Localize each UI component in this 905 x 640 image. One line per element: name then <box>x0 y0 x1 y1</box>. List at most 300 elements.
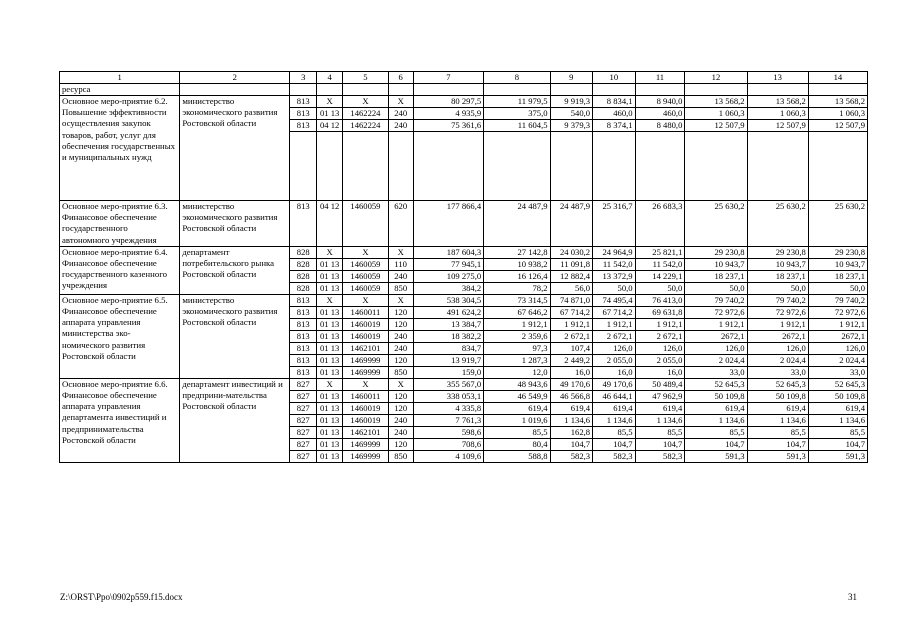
data-cell: 01 13 <box>317 366 343 378</box>
data-cell: 491 624,2 <box>413 306 484 318</box>
data-cell: 2 055,0 <box>593 354 636 366</box>
data-cell: 850 <box>388 366 413 378</box>
data-cell: 12 507,9 <box>808 120 867 132</box>
empty-cell <box>317 84 343 96</box>
data-cell: 85,5 <box>484 426 550 438</box>
data-cell: 25 630,2 <box>685 201 747 247</box>
data-cell: 1460059 <box>343 282 389 294</box>
data-cell: 97,3 <box>484 342 550 354</box>
empty-cell <box>413 84 484 96</box>
data-cell: 355 567,0 <box>413 378 484 390</box>
column-number: 3 <box>290 72 317 84</box>
data-cell: 240 <box>388 270 413 282</box>
data-cell: 1 287,3 <box>484 354 550 366</box>
data-cell: 01 13 <box>317 450 343 462</box>
empty-cell <box>343 132 389 201</box>
data-cell: 827 <box>290 402 317 414</box>
data-cell: 01 13 <box>317 402 343 414</box>
data-cell: 33,0 <box>685 366 747 378</box>
budget-table <box>59 71 868 463</box>
data-cell: 591,3 <box>747 450 808 462</box>
data-cell: 18 237,1 <box>685 270 747 282</box>
empty-cell <box>343 84 389 96</box>
data-cell: 619,4 <box>808 402 867 414</box>
column-number: 14 <box>808 72 867 84</box>
data-cell: 8 940,0 <box>635 96 685 108</box>
empty-cell <box>635 84 685 96</box>
data-cell: 104,7 <box>685 438 747 450</box>
data-cell: 1 912,1 <box>685 318 747 330</box>
data-cell: 01 13 <box>317 318 343 330</box>
data-cell: 813 <box>290 108 317 120</box>
data-cell: 588,8 <box>484 450 550 462</box>
page-number: 31 <box>848 592 857 602</box>
data-cell: 126,0 <box>747 342 808 354</box>
data-cell: 1460059 <box>343 258 389 270</box>
data-cell: Х <box>388 96 413 108</box>
data-cell: 850 <box>388 282 413 294</box>
data-cell: 177 866,4 <box>413 201 484 247</box>
data-cell: 619,4 <box>484 402 550 414</box>
data-cell: 16,0 <box>635 366 685 378</box>
column-number: 9 <box>550 72 593 84</box>
data-cell: 14 229,1 <box>635 270 685 282</box>
data-cell: 827 <box>290 426 317 438</box>
data-cell: 67 714,2 <box>550 306 593 318</box>
table-row <box>60 96 868 108</box>
continuation-row <box>60 84 868 96</box>
data-cell: 9 919,3 <box>550 96 593 108</box>
data-cell: 10 943,7 <box>808 258 867 270</box>
measure-title: Основное меро-приятие 6.5. Финансовое обеспечение аппарата управления министерства эко-номического развития Ростовской области <box>60 294 180 378</box>
data-cell: 8 480,0 <box>635 120 685 132</box>
measure-title: Основное меро-приятие 6.3. Финансовое обеспечение государственного автономного учреждения <box>60 201 180 247</box>
data-cell: 50,0 <box>635 282 685 294</box>
data-cell: 619,4 <box>747 402 808 414</box>
data-cell: Х <box>343 378 389 390</box>
measure-title: Основное меро-приятие 6.6. Финансовое обеспечение аппарата управления департамента инвестиций и предпринимательства Ростовской области <box>60 378 180 462</box>
data-cell: 79 740,2 <box>747 294 808 306</box>
data-cell: 162,8 <box>550 426 593 438</box>
data-cell: 73 314,5 <box>484 294 550 306</box>
column-number: 12 <box>685 72 747 84</box>
data-cell: 126,0 <box>593 342 636 354</box>
data-cell: 591,3 <box>685 450 747 462</box>
data-cell: 619,4 <box>550 402 593 414</box>
table-row <box>60 378 868 390</box>
data-cell: 10 938,2 <box>484 258 550 270</box>
empty-cell <box>747 84 808 96</box>
data-cell: 126,0 <box>808 342 867 354</box>
data-cell: 24 964,9 <box>593 246 636 258</box>
data-cell: 1460019 <box>343 318 389 330</box>
data-cell: 1469999 <box>343 450 389 462</box>
data-cell: 33,0 <box>747 366 808 378</box>
data-cell: 582,3 <box>635 450 685 462</box>
data-cell: 75 361,6 <box>413 120 484 132</box>
data-cell: 120 <box>388 354 413 366</box>
data-cell: 8 374,1 <box>593 120 636 132</box>
empty-cell <box>413 132 484 201</box>
data-cell: 46 644,1 <box>593 390 636 402</box>
data-cell: 1 912,1 <box>550 318 593 330</box>
data-cell: 25 316,7 <box>593 201 636 247</box>
data-cell: 01 13 <box>317 108 343 120</box>
empty-cell <box>290 84 317 96</box>
data-cell: 104,7 <box>747 438 808 450</box>
empty-cell <box>180 84 290 96</box>
data-cell: 1 912,1 <box>593 318 636 330</box>
data-cell: 79 740,2 <box>808 294 867 306</box>
data-cell: 47 962,9 <box>635 390 685 402</box>
data-cell: 2672,1 <box>685 330 747 342</box>
data-cell: 827 <box>290 438 317 450</box>
data-cell: 1460019 <box>343 414 389 426</box>
data-cell: 619,4 <box>685 402 747 414</box>
measure-title: Основное меро-приятие 6.2. Повышение эффективности осуществления закупок товаров, работ, услуг для обеспечения государственных и муниципальных нужд <box>60 96 180 201</box>
data-cell: 78,2 <box>484 282 550 294</box>
data-cell: 01 13 <box>317 438 343 450</box>
data-cell: 4 935,9 <box>413 108 484 120</box>
data-cell: 813 <box>290 120 317 132</box>
empty-cell <box>635 132 685 201</box>
data-cell: 109 275,0 <box>413 270 484 282</box>
empty-cell <box>550 132 593 201</box>
data-cell: 240 <box>388 414 413 426</box>
empty-cell <box>685 84 747 96</box>
empty-cell <box>747 132 808 201</box>
data-cell: 13 568,2 <box>808 96 867 108</box>
footer-file-path: Z:\ORST\Ppo\0902p559.f15.docx <box>60 592 183 602</box>
data-cell: 13 568,2 <box>747 96 808 108</box>
data-cell: 850 <box>388 450 413 462</box>
data-cell: 2 024,4 <box>808 354 867 366</box>
data-cell: 49 170,6 <box>550 378 593 390</box>
data-cell: 620 <box>388 201 413 247</box>
data-cell: 1 060,3 <box>685 108 747 120</box>
data-cell: 76 413,0 <box>635 294 685 306</box>
data-cell: 240 <box>388 330 413 342</box>
data-cell: 1 134,6 <box>808 414 867 426</box>
data-cell: 29 230,8 <box>685 246 747 258</box>
empty-cell <box>388 84 413 96</box>
data-cell: 12 882,4 <box>550 270 593 282</box>
data-cell: 1 912,1 <box>484 318 550 330</box>
empty-cell <box>290 132 317 201</box>
data-cell: 104,7 <box>808 438 867 450</box>
data-cell: 338 053,1 <box>413 390 484 402</box>
data-cell: 2 672,1 <box>593 330 636 342</box>
header-row <box>60 72 868 84</box>
data-cell: 1462224 <box>343 108 389 120</box>
data-cell: 9 379,3 <box>550 120 593 132</box>
data-cell: 11 979,5 <box>484 96 550 108</box>
data-cell: 813 <box>290 294 317 306</box>
data-cell: 240 <box>388 426 413 438</box>
executor-name: министерство экономического развития Ростовской области <box>180 96 290 201</box>
data-cell: 52 645,3 <box>685 378 747 390</box>
executor-name: департамент инвестиций и предприни-мательства Ростовской области <box>180 378 290 462</box>
data-cell: 56,0 <box>550 282 593 294</box>
data-cell: 50,0 <box>593 282 636 294</box>
data-cell: 107,4 <box>550 342 593 354</box>
data-cell: 46 549,9 <box>484 390 550 402</box>
data-cell: 1469999 <box>343 438 389 450</box>
column-number: 2 <box>180 72 290 84</box>
data-cell: 10 943,7 <box>685 258 747 270</box>
data-cell: Х <box>317 378 343 390</box>
data-cell: 1460059 <box>343 270 389 282</box>
empty-cell <box>550 84 593 96</box>
data-cell: 120 <box>388 402 413 414</box>
data-cell: 4 335,8 <box>413 402 484 414</box>
executor-name: департамент потребительского рынка Ростовской области <box>180 246 290 294</box>
data-cell: 69 631,8 <box>635 306 685 318</box>
data-cell: 12 507,9 <box>685 120 747 132</box>
data-cell: 01 13 <box>317 306 343 318</box>
data-cell: 04 12 <box>317 120 343 132</box>
data-cell: 11 604,5 <box>484 120 550 132</box>
data-cell: 120 <box>388 390 413 402</box>
data-cell: Х <box>388 378 413 390</box>
data-cell: 1460059 <box>343 201 389 247</box>
data-cell: 27 142,8 <box>484 246 550 258</box>
data-cell: 67 646,2 <box>484 306 550 318</box>
data-cell: 49 170,6 <box>593 378 636 390</box>
data-cell: 240 <box>388 342 413 354</box>
data-cell: 74 495,4 <box>593 294 636 306</box>
data-cell: Х <box>343 96 389 108</box>
data-cell: 2672,1 <box>808 330 867 342</box>
data-cell: 25 630,2 <box>747 201 808 247</box>
data-cell: 18 382,2 <box>413 330 484 342</box>
data-cell: 25 821,1 <box>635 246 685 258</box>
data-cell: 110 <box>388 258 413 270</box>
data-cell: 85,5 <box>808 426 867 438</box>
data-cell: 1460011 <box>343 306 389 318</box>
data-cell: 01 13 <box>317 354 343 366</box>
data-cell: 828 <box>290 270 317 282</box>
empty-cell <box>388 132 413 201</box>
data-cell: 25 630,2 <box>808 201 867 247</box>
data-cell: 813 <box>290 330 317 342</box>
data-cell: 813 <box>290 354 317 366</box>
column-number: 11 <box>635 72 685 84</box>
data-cell: 2672,1 <box>747 330 808 342</box>
column-number: 5 <box>343 72 389 84</box>
data-cell: 50 489,4 <box>635 378 685 390</box>
data-cell: 1462101 <box>343 342 389 354</box>
data-cell: 13 568,2 <box>685 96 747 108</box>
data-cell: 33,0 <box>808 366 867 378</box>
executor-name: министерство экономического развития Ростовской области <box>180 201 290 247</box>
data-cell: 828 <box>290 282 317 294</box>
empty-cell <box>808 84 867 96</box>
column-number: 7 <box>413 72 484 84</box>
data-cell: 50 109,8 <box>747 390 808 402</box>
data-cell: 813 <box>290 306 317 318</box>
data-cell: 827 <box>290 450 317 462</box>
data-cell: 50,0 <box>685 282 747 294</box>
data-cell: 29 230,8 <box>747 246 808 258</box>
data-cell: 1460019 <box>343 330 389 342</box>
data-cell: 1 060,3 <box>808 108 867 120</box>
data-cell: 120 <box>388 438 413 450</box>
empty-cell <box>484 84 550 96</box>
data-cell: Х <box>343 294 389 306</box>
data-cell: 384,2 <box>413 282 484 294</box>
data-cell: 2 359,6 <box>484 330 550 342</box>
data-cell: 1 060,3 <box>747 108 808 120</box>
empty-cell <box>593 132 636 201</box>
data-cell: 1 134,6 <box>550 414 593 426</box>
data-cell: Х <box>317 294 343 306</box>
data-cell: 79 740,2 <box>685 294 747 306</box>
data-cell: 74 871,0 <box>550 294 593 306</box>
data-cell: 582,3 <box>593 450 636 462</box>
data-cell: 104,7 <box>550 438 593 450</box>
data-cell: 538 304,5 <box>413 294 484 306</box>
data-cell: 187 604,3 <box>413 246 484 258</box>
data-cell: 12 507,9 <box>747 120 808 132</box>
data-cell: 24 487,9 <box>484 201 550 247</box>
data-cell: 12,0 <box>484 366 550 378</box>
data-cell: 01 13 <box>317 390 343 402</box>
data-cell: 240 <box>388 120 413 132</box>
data-cell: 16 126,4 <box>484 270 550 282</box>
data-cell: 813 <box>290 201 317 247</box>
data-cell: 1 912,1 <box>635 318 685 330</box>
data-cell: 1469999 <box>343 366 389 378</box>
data-cell: 4 109,6 <box>413 450 484 462</box>
data-cell: Х <box>388 246 413 258</box>
data-cell: 7 761,3 <box>413 414 484 426</box>
data-cell: 46 566,8 <box>550 390 593 402</box>
data-cell: 1 134,6 <box>685 414 747 426</box>
data-cell: 375,0 <box>484 108 550 120</box>
data-cell: 460,0 <box>593 108 636 120</box>
data-cell: 2 024,4 <box>747 354 808 366</box>
data-cell: Х <box>317 246 343 258</box>
table-row <box>60 201 868 247</box>
data-cell: 1460011 <box>343 390 389 402</box>
empty-cell <box>317 132 343 201</box>
data-cell: 11 091,8 <box>550 258 593 270</box>
data-cell: 120 <box>388 318 413 330</box>
data-cell: 591,3 <box>808 450 867 462</box>
data-cell: 828 <box>290 258 317 270</box>
data-cell: 24 030,2 <box>550 246 593 258</box>
empty-cell <box>808 132 867 201</box>
data-cell: 619,4 <box>635 402 685 414</box>
empty-cell <box>593 84 636 96</box>
data-cell: 85,5 <box>635 426 685 438</box>
data-cell: 13 372,9 <box>593 270 636 282</box>
table-row <box>60 246 868 258</box>
data-cell: 813 <box>290 342 317 354</box>
data-cell: 126,0 <box>685 342 747 354</box>
data-cell: 104,7 <box>635 438 685 450</box>
data-cell: 85,5 <box>593 426 636 438</box>
data-cell: 813 <box>290 318 317 330</box>
data-cell: 813 <box>290 366 317 378</box>
data-cell: 77 945,1 <box>413 258 484 270</box>
data-cell: 50,0 <box>747 282 808 294</box>
data-cell: 01 13 <box>317 426 343 438</box>
data-cell: 10 943,7 <box>747 258 808 270</box>
data-cell: 159,0 <box>413 366 484 378</box>
data-cell: 48 943,6 <box>484 378 550 390</box>
data-cell: 834,7 <box>413 342 484 354</box>
data-cell: 26 683,3 <box>635 201 685 247</box>
column-number: 13 <box>747 72 808 84</box>
measure-title: Основное меро-приятие 6.4. Финансовое обеспечение государственного казенного учреждения <box>60 246 180 294</box>
table-body <box>60 72 868 463</box>
data-cell: Х <box>388 294 413 306</box>
data-cell: 827 <box>290 414 317 426</box>
empty-cell <box>484 132 550 201</box>
data-cell: 50 109,8 <box>685 390 747 402</box>
data-cell: 52 645,3 <box>808 378 867 390</box>
empty-cell <box>685 132 747 201</box>
data-cell: 126,0 <box>635 342 685 354</box>
data-cell: 80,4 <box>484 438 550 450</box>
data-cell: 72 972,6 <box>685 306 747 318</box>
data-cell: 827 <box>290 378 317 390</box>
data-cell: 1462224 <box>343 120 389 132</box>
column-number: 1 <box>60 72 180 84</box>
data-cell: 1 134,6 <box>635 414 685 426</box>
data-cell: Х <box>343 246 389 258</box>
column-number: 10 <box>593 72 636 84</box>
data-cell: 708,6 <box>413 438 484 450</box>
data-cell: 52 645,3 <box>747 378 808 390</box>
continuation-text: ресурса <box>60 84 180 96</box>
table-row <box>60 294 868 306</box>
data-cell: 01 13 <box>317 330 343 342</box>
data-cell: 50 109,8 <box>808 390 867 402</box>
data-cell: 1460019 <box>343 402 389 414</box>
data-cell: 1 019,6 <box>484 414 550 426</box>
column-number: 8 <box>484 72 550 84</box>
data-cell: 1 134,6 <box>747 414 808 426</box>
data-cell: 1 912,1 <box>808 318 867 330</box>
data-cell: 2 024,4 <box>685 354 747 366</box>
data-cell: 828 <box>290 246 317 258</box>
executor-name: министерство экономического развития Ростовской области <box>180 294 290 378</box>
data-cell: 11 542,0 <box>593 258 636 270</box>
data-cell: 598,6 <box>413 426 484 438</box>
data-cell: 01 13 <box>317 414 343 426</box>
data-cell: 16,0 <box>593 366 636 378</box>
data-cell: 813 <box>290 96 317 108</box>
data-cell: 1462101 <box>343 426 389 438</box>
data-cell: 2 672,1 <box>550 330 593 342</box>
data-cell: 1 912,1 <box>747 318 808 330</box>
data-cell: 2 449,2 <box>550 354 593 366</box>
column-number: 6 <box>388 72 413 84</box>
data-cell: 13 384,7 <box>413 318 484 330</box>
data-cell: 8 834,1 <box>593 96 636 108</box>
data-cell: 582,3 <box>550 450 593 462</box>
data-cell: 85,5 <box>747 426 808 438</box>
data-cell: 72 972,6 <box>747 306 808 318</box>
data-cell: 11 542,0 <box>635 258 685 270</box>
data-cell: 01 13 <box>317 258 343 270</box>
data-cell: Х <box>317 96 343 108</box>
column-number: 4 <box>317 72 343 84</box>
data-cell: 16,0 <box>550 366 593 378</box>
